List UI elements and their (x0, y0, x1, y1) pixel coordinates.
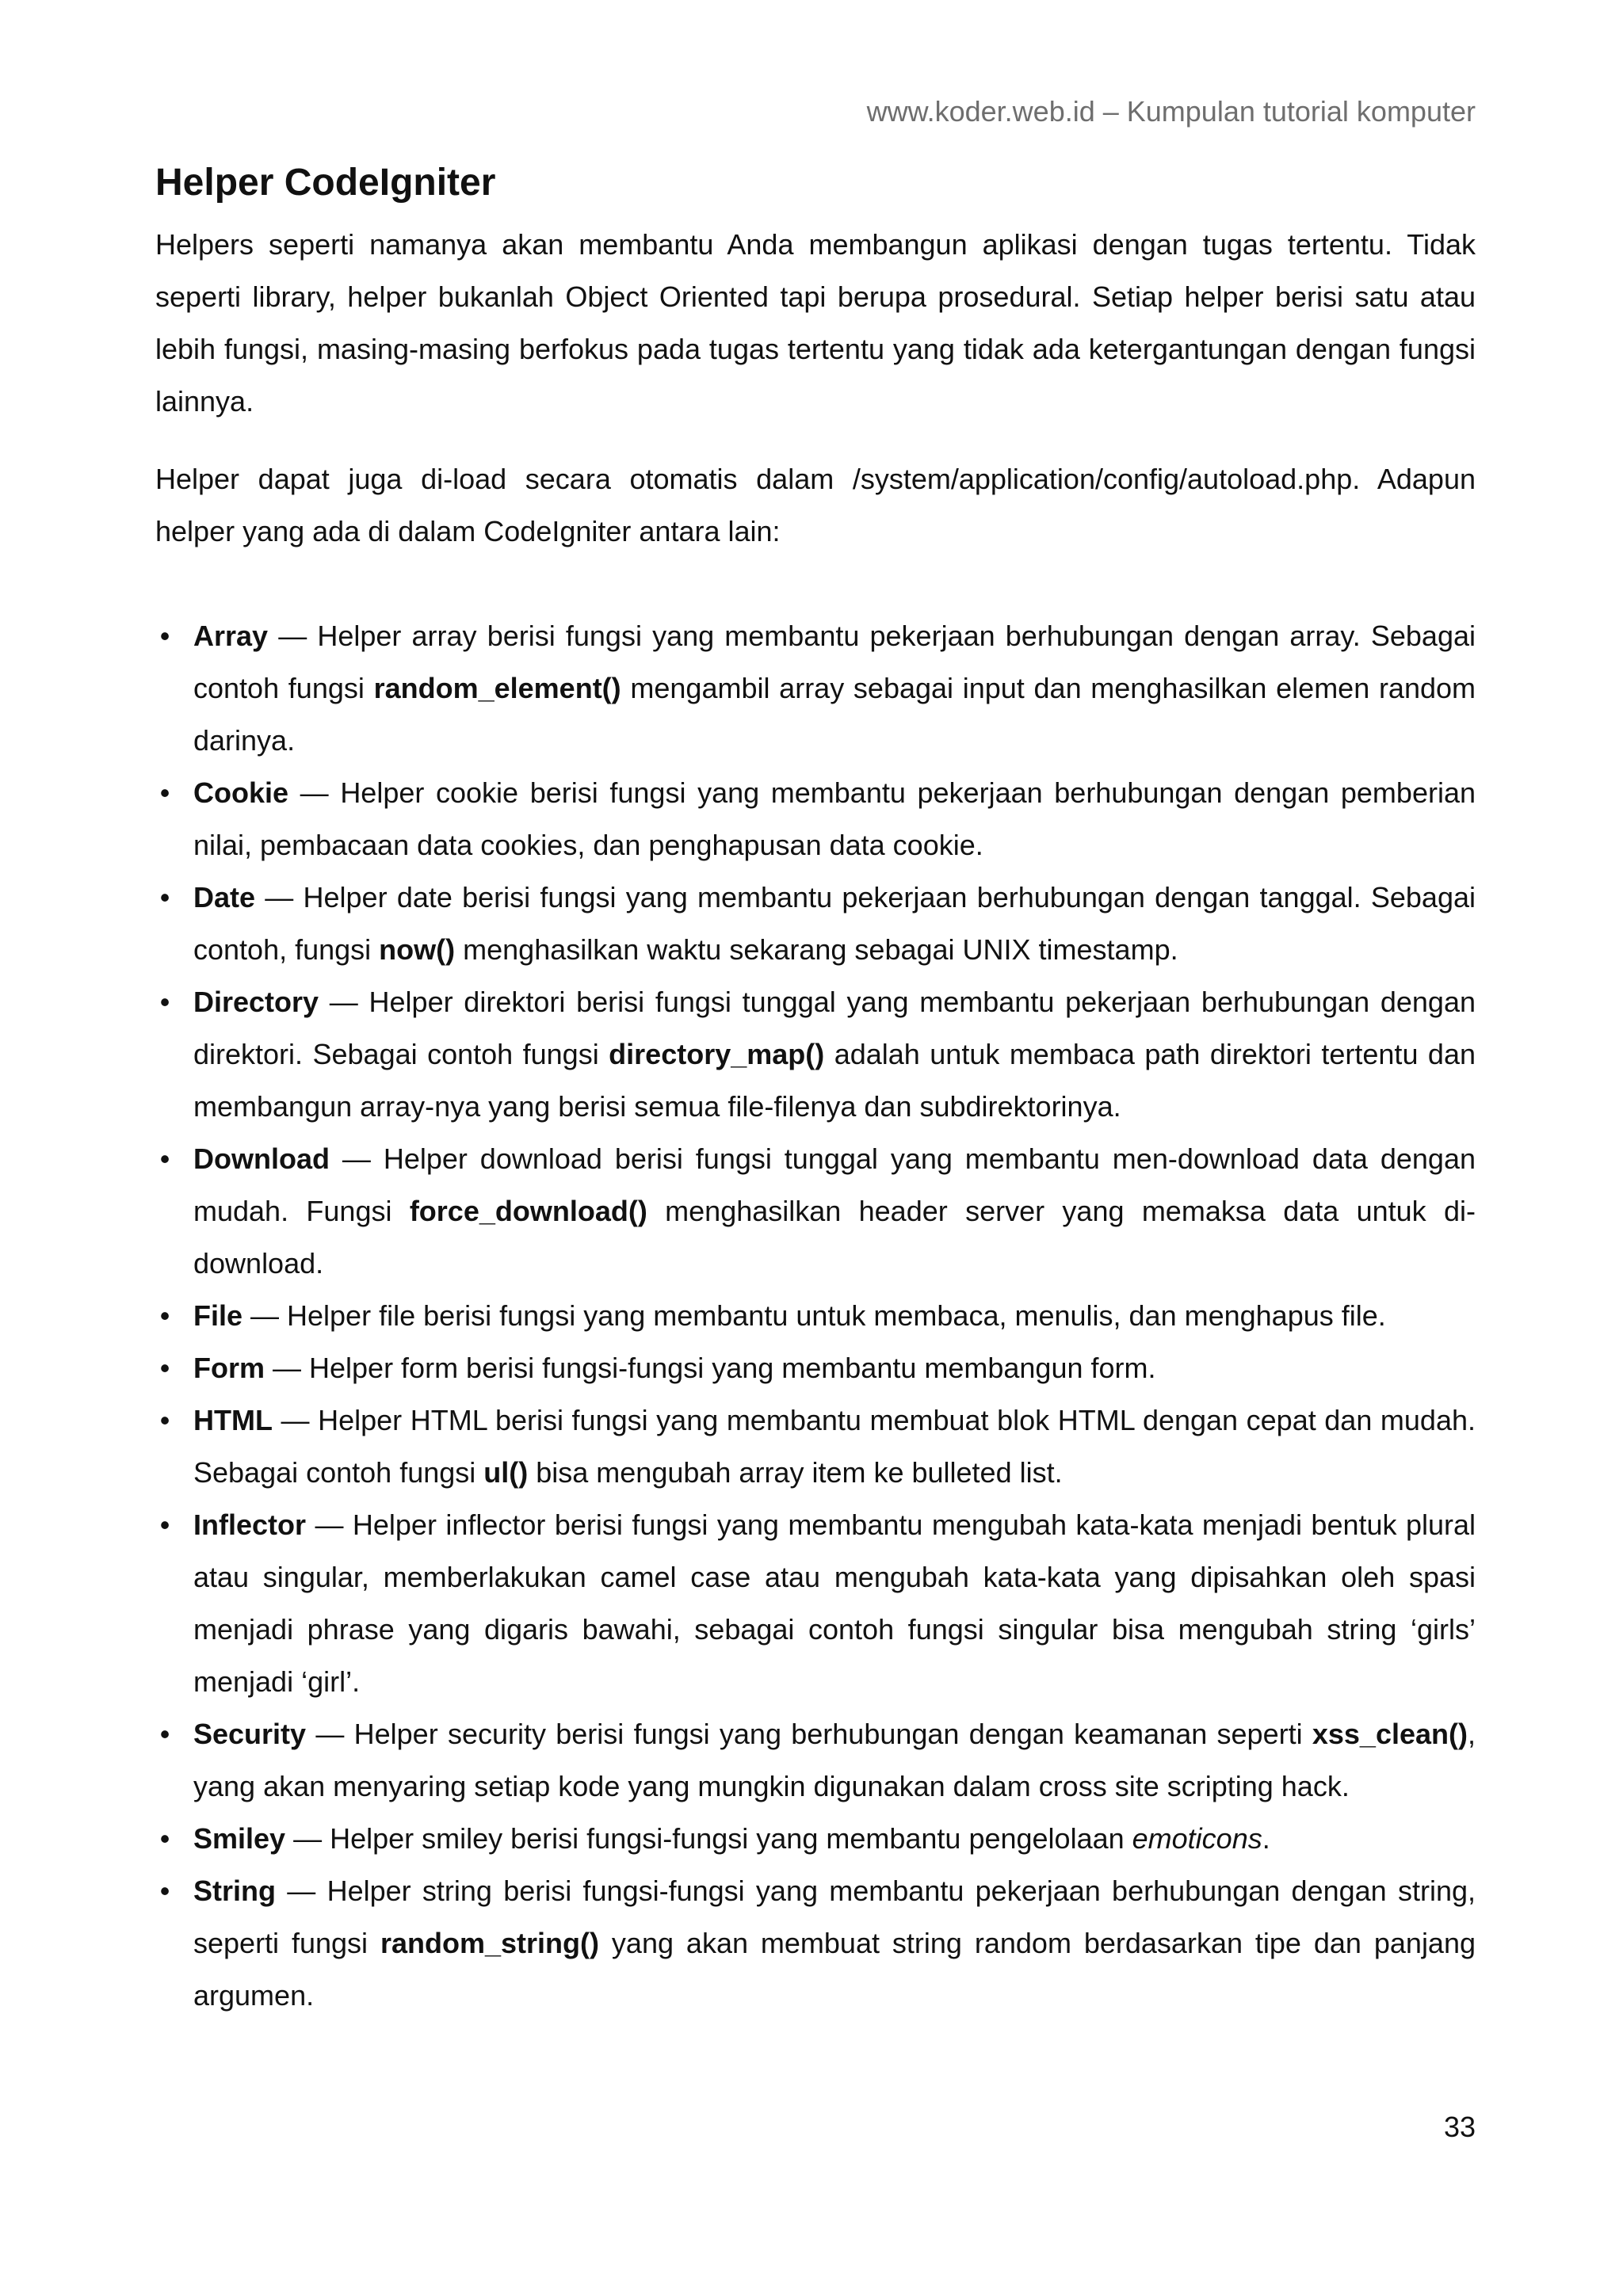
helper-function: ul() (483, 1456, 529, 1489)
helper-text: menghasilkan header server yang memaksa data untuk di-download. (193, 1195, 1476, 1280)
helper-text: — Helper download berisi fungsi tunggal yang membantu men-download data dengan mudah. Fungsi (193, 1142, 1476, 1228)
list-item-form (155, 1342, 1476, 1394)
list-item-security (155, 1708, 1476, 1813)
bullet-icon: • (159, 1299, 170, 1333)
helper-function: xss_clean() (1312, 1718, 1468, 1751)
helper-text: — Helper HTML berisi fungsi yang membantu membuat blok HTML dengan cepat dan mudah. Sebagai contoh fungsi (193, 1404, 1476, 1489)
helper-function: random_string() (380, 1927, 599, 1960)
list-item-string (155, 1865, 1476, 2022)
bullet-icon: • (159, 881, 170, 914)
helper-text: menghasilkan waktu sekarang sebagai UNIX timestamp. (455, 933, 1178, 967)
bullet-icon: • (159, 1718, 170, 1751)
helper-name: Date (193, 881, 256, 914)
bullet-icon: • (159, 776, 170, 810)
helper-name: Form (193, 1352, 265, 1385)
list-item-date (155, 871, 1476, 976)
helper-name: Directory (193, 986, 319, 1019)
helper-text: bisa mengubah array item ke bulleted list. (528, 1456, 1063, 1489)
list-item-download (155, 1133, 1476, 1290)
list-item-smiley (155, 1813, 1476, 1865)
helper-text: — Helper cookie berisi fungsi yang membantu pekerjaan berhubungan dengan pemberian nilai, pembacaan data cookies, dan penghapusan data cookie. (193, 776, 1476, 862)
helper-name: Cookie (193, 776, 289, 810)
helper-text: — Helper date berisi fungsi yang membantu pekerjaan berhubungan dengan tanggal. Sebagai contoh, fungsi (193, 881, 1476, 967)
bullet-icon: • (159, 1404, 170, 1437)
list-item-directory (155, 976, 1476, 1133)
helper-text: — Helper direktori berisi fungsi tunggal yang membantu pekerjaan berhubungan dengan direktori. Sebagai contoh fungsi (193, 986, 1476, 1071)
list-item-cookie (155, 767, 1476, 871)
autoload-paragraph: Helper dapat juga di-load secara otomatis dalam /system/application/config/autoload.php. Adapun helper yang ada di dalam CodeIgniter antara lain: (155, 463, 1476, 548)
bullet-icon: • (159, 1352, 170, 1385)
bullet-icon: • (159, 1142, 170, 1176)
helper-name: String (193, 1875, 276, 1908)
helper-emphasis: emoticons (1132, 1822, 1262, 1855)
bullet-icon: • (159, 620, 170, 653)
list-item-file (155, 1290, 1476, 1342)
helper-name: Smiley (193, 1822, 286, 1855)
intro-paragraph: Helpers seperti namanya akan membantu Anda membangun aplikasi dengan tugas tertentu. Tidak seperti library, helper bukanlah Object Oriented tapi berupa prosedural. Setiap helper berisi satu atau lebih fungsi, masing-masing berfokus pada tugas tertentu yang tidak ada ketergantungan dengan fungsi lainnya. (155, 228, 1476, 418)
page-content (155, 158, 1476, 2022)
helper-name: Security (193, 1718, 307, 1751)
helper-text: — Helper file berisi fungsi yang membantu untuk membaca, menulis, dan menghapus file. (242, 1299, 1386, 1333)
helper-text: mengambil array sebagai input dan menghasilkan elemen random darinya. (193, 672, 1476, 757)
helper-text: . (1262, 1822, 1270, 1855)
list-item-inflector (155, 1499, 1476, 1708)
helper-function: force_download() (409, 1195, 647, 1228)
page-number: 33 (1443, 2111, 1476, 2143)
helper-function: directory_map() (609, 1038, 825, 1071)
bullet-icon: • (159, 986, 170, 1019)
helper-function: now() (379, 933, 456, 967)
helper-text: — Helper smiley berisi fungsi-fungsi yang membantu pengelolaan (285, 1822, 1132, 1855)
helper-text: yang akan membuat string random berdasarkan tipe dan panjang argumen. (193, 1927, 1476, 2012)
list-item-html (155, 1394, 1476, 1499)
helper-name: Download (193, 1142, 330, 1176)
helper-list (155, 610, 1476, 2022)
helper-name: Array (193, 620, 269, 653)
helper-name: HTML (193, 1404, 273, 1437)
page-title: Helper CodeIgniter (155, 162, 496, 204)
list-item-array (155, 610, 1476, 767)
helper-text: adalah untuk membaca path direktori tertentu dan membangun array-nya yang berisi semua file-filenya dan subdirektorinya. (193, 1038, 1476, 1123)
helper-name: File (193, 1299, 243, 1333)
bullet-icon: • (159, 1508, 170, 1542)
header-note: www.koder.web.id – Kumpulan tutorial komputer (866, 95, 1476, 128)
bullet-icon: • (159, 1875, 170, 1908)
helper-text: — Helper security berisi fungsi yang berhubungan dengan keamanan seperti (306, 1718, 1312, 1751)
helper-text: — Helper array berisi fungsi yang membantu pekerjaan berhubungan dengan array. Sebagai contoh fungsi (193, 620, 1476, 705)
helper-text: — Helper inflector berisi fungsi yang membantu mengubah kata-kata menjadi bentuk plural atau singular, memberlakukan camel case atau mengubah kata-kata yang dipisahkan oleh spasi menjadi phrase yang digaris bawahi, sebagai contoh fungsi singular bisa mengubah string ‘girls’ menjadi ‘girl’. (193, 1508, 1476, 1699)
bullet-icon: • (159, 1822, 170, 1855)
helper-text: — Helper form berisi fungsi-fungsi yang membantu membangun form. (265, 1352, 1156, 1385)
helper-name: Inflector (193, 1508, 307, 1542)
helper-text: — Helper string berisi fungsi-fungsi yang membantu pekerjaan berhubungan dengan string, seperti fungsi (193, 1875, 1476, 1960)
helper-text: , yang akan menyaring setiap kode yang mungkin digunakan dalam cross site scripting hack. (193, 1718, 1476, 1803)
helper-function: random_element() (373, 672, 621, 705)
